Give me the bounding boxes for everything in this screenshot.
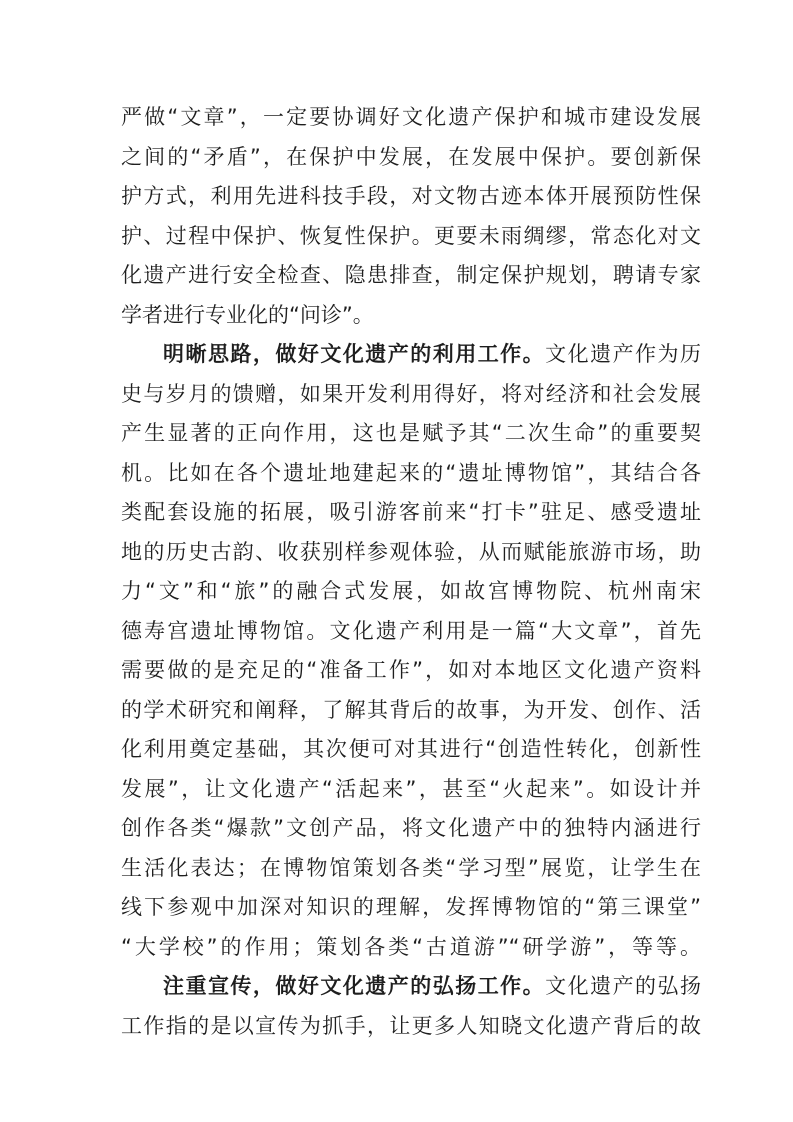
line-text: 护、过程中保护、恢复性保护。更要未雨绸缪，常态化对文 <box>121 223 701 248</box>
line-text: 文化遗产的弘扬 <box>545 974 702 998</box>
line-text: 需要做的是充足的“准备工作”，如对本地区文化遗产资料 <box>121 658 701 682</box>
line-text: 德寿宫遗址博物馆。文化遗产利用是一篇“大文章”，首先 <box>121 618 701 643</box>
line-text: 力“文”和“旅”的融合式发展，如故宫博物院、杭州南宋 <box>121 579 701 603</box>
line-text: 的学术研究和阐释，了解其背后的故事，为开发、创作、活 <box>121 697 701 722</box>
text-line <box>121 651 701 691</box>
line-text: 生活化表达；在博物馆策划各类“学习型”展览，让学生在 <box>121 855 701 880</box>
text-line <box>121 888 701 928</box>
text-line <box>121 612 701 652</box>
line-text: 创作各类“爆款”文创产品，将文化遗产中的独特内涵进行 <box>121 816 701 840</box>
text-line <box>121 493 701 533</box>
line-text: 机。比如在各个遗址地建起来的“遗址博物馆”，其结合各 <box>121 460 701 485</box>
line-text: 工作指的是以宣传为抓手，让更多人知晓文化遗产背后的故 <box>121 1013 701 1038</box>
line-text: 发展”，让文化遗产“活起来”，甚至“火起来”。如设计并 <box>121 776 701 801</box>
line-text: 产生显著的正向作用，这也是赋予其“二次生命”的重要契 <box>121 421 701 445</box>
text-line <box>121 296 701 336</box>
line-text: 线下参观中加深对知识的理解，发挥博物馆的“第三课堂” <box>121 895 701 919</box>
text-line <box>121 217 701 257</box>
line-text: 之间的“矛盾”，在保护中发展，在发展中保护。要创新保 <box>121 144 701 169</box>
text-line <box>121 454 701 494</box>
line-text: 学者进行专业化的“问诊”。 <box>121 302 374 327</box>
section-heading: 明晰思路，做好文化遗产的利用工作。 <box>163 342 546 366</box>
line-text: 类配套设施的拓展，吸引游客前来“打卡”驻足、感受遗址 <box>121 500 701 524</box>
section-heading: 注重宣传，做好文化遗产的弘扬工作。 <box>163 974 546 998</box>
text-line <box>121 730 701 770</box>
text-line <box>121 375 701 415</box>
line-text: “大学校”的作用；策划各类“古道游”“研学游”，等等。 <box>121 934 701 959</box>
text-line <box>121 928 701 968</box>
line-text: 地的历史古韵、收获别样参观体验，从而赋能旅游市场，助 <box>121 539 701 564</box>
line-text: 严做“文章”，一定要协调好文化遗产保护和城市建设发展 <box>121 105 701 129</box>
line-text: 护方式，利用先进科技手段，对文物古迹本体开展预防性保 <box>121 184 701 208</box>
text-line <box>121 572 701 612</box>
text-line <box>121 256 701 296</box>
text-line <box>121 809 701 849</box>
text-line <box>121 138 701 178</box>
text-line <box>121 691 701 731</box>
line-text: 史与岁月的馈赠，如果开发利用得好，将对经济和社会发展 <box>121 381 701 406</box>
document-body <box>121 98 701 1046</box>
paragraph-first-line <box>121 335 701 375</box>
line-text: 化遗产进行安全检查、隐患排查，制定保护规划，聘请专家 <box>121 263 701 287</box>
line-text: 化利用奠定基础，其次便可对其进行“创造性转化，创新性 <box>121 737 701 761</box>
text-line <box>121 177 701 217</box>
text-line <box>121 770 701 810</box>
paragraph-first-line <box>121 967 701 1007</box>
text-line <box>121 414 701 454</box>
line-text: 文化遗产作为历 <box>545 342 702 366</box>
text-line <box>121 533 701 573</box>
text-line <box>121 98 701 138</box>
text-line <box>121 1007 701 1047</box>
text-line <box>121 849 701 889</box>
